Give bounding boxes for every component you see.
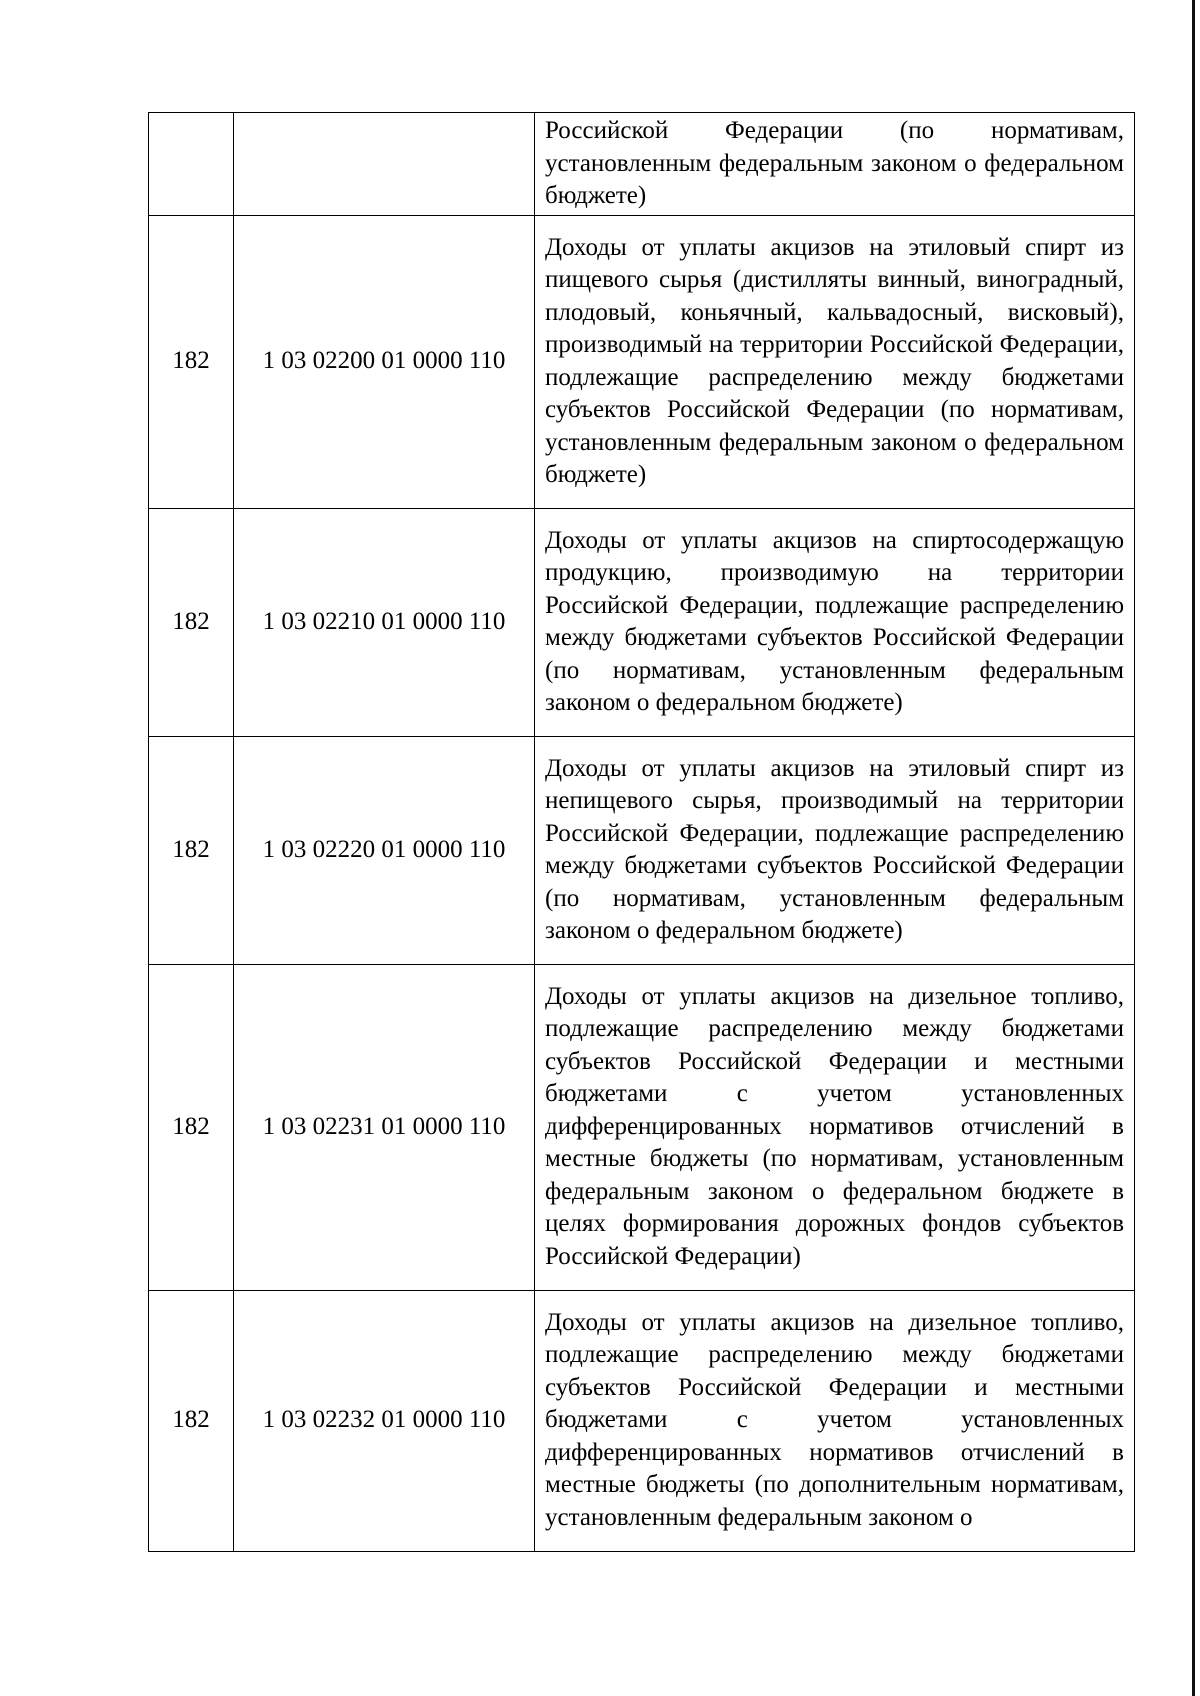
admin-code-cell: 182 (149, 1290, 234, 1551)
revenue-description-cell: Российской Федерации (по нормативам, установленным федеральным законом о федеральном бюджете) (535, 113, 1135, 216)
admin-code-cell (149, 113, 234, 216)
budget-classification-code-cell: 1 03 02232 01 0000 110 (234, 1290, 535, 1551)
budget-classification-code-cell: 1 03 02231 01 0000 110 (234, 964, 535, 1290)
table-row (149, 964, 1135, 1290)
budget-classification-code-cell (234, 113, 535, 216)
budget-classification-code-cell: 1 03 02210 01 0000 110 (234, 508, 535, 736)
revenue-description-cell: Доходы от уплаты акцизов на этиловый спирт из непищевого сырья, производимый на территории Российской Федерации, подлежащие распределению между бюджетами субъектов Российской Федерации (по нормативам, установленным федеральным законом о федеральном бюджете) (535, 736, 1135, 964)
table-row (149, 508, 1135, 736)
revenue-codes-table (148, 112, 1135, 1552)
admin-code-cell: 182 (149, 508, 234, 736)
revenue-description-cell: Доходы от уплаты акцизов на дизельное топливо, подлежащие распределению между бюджетами субъектов Российской Федерации и местными бюджетами с учетом установленных дифференцированных нормативов отчислений в местные бюджеты (по нормативам, установленным федеральным законом о федеральном бюджете в целях формирования дорожных фондов субъектов Российской Федерации) (535, 964, 1135, 1290)
revenue-description-cell: Доходы от уплаты акцизов на спиртосодержащую продукцию, производимую на территории Российской Федерации, подлежащие распределению между бюджетами субъектов Российской Федерации (по нормативам, установленным федеральным законом о федеральном бюджете) (535, 508, 1135, 736)
admin-code-cell: 182 (149, 964, 234, 1290)
table-row (149, 215, 1135, 508)
budget-classification-code-cell: 1 03 02220 01 0000 110 (234, 736, 535, 964)
table-row (149, 113, 1135, 216)
table-row (149, 736, 1135, 964)
revenue-description-cell: Доходы от уплаты акцизов на этиловый спирт из пищевого сырья (дистилляты винный, виноградный, плодовый, коньячный, кальвадосный, висковый), производимый на территории Российской Федерации, подлежащие распределению между бюджетами субъектов Российской Федерации (по нормативам, установленным федеральным законом о федеральном бюджете) (535, 215, 1135, 508)
table-row (149, 1290, 1135, 1551)
revenue-description-cell: Доходы от уплаты акцизов на дизельное топливо, подлежащие распределению между бюджетами субъектов Российской Федерации и местными бюджетами с учетом установленных дифференцированных нормативов отчислений в местные бюджеты (по дополнительным нормативам, установленным федеральным законом о (535, 1290, 1135, 1551)
budget-classification-code-cell: 1 03 02200 01 0000 110 (234, 215, 535, 508)
admin-code-cell: 182 (149, 215, 234, 508)
page-edge-line (1192, 0, 1195, 1696)
admin-code-cell: 182 (149, 736, 234, 964)
